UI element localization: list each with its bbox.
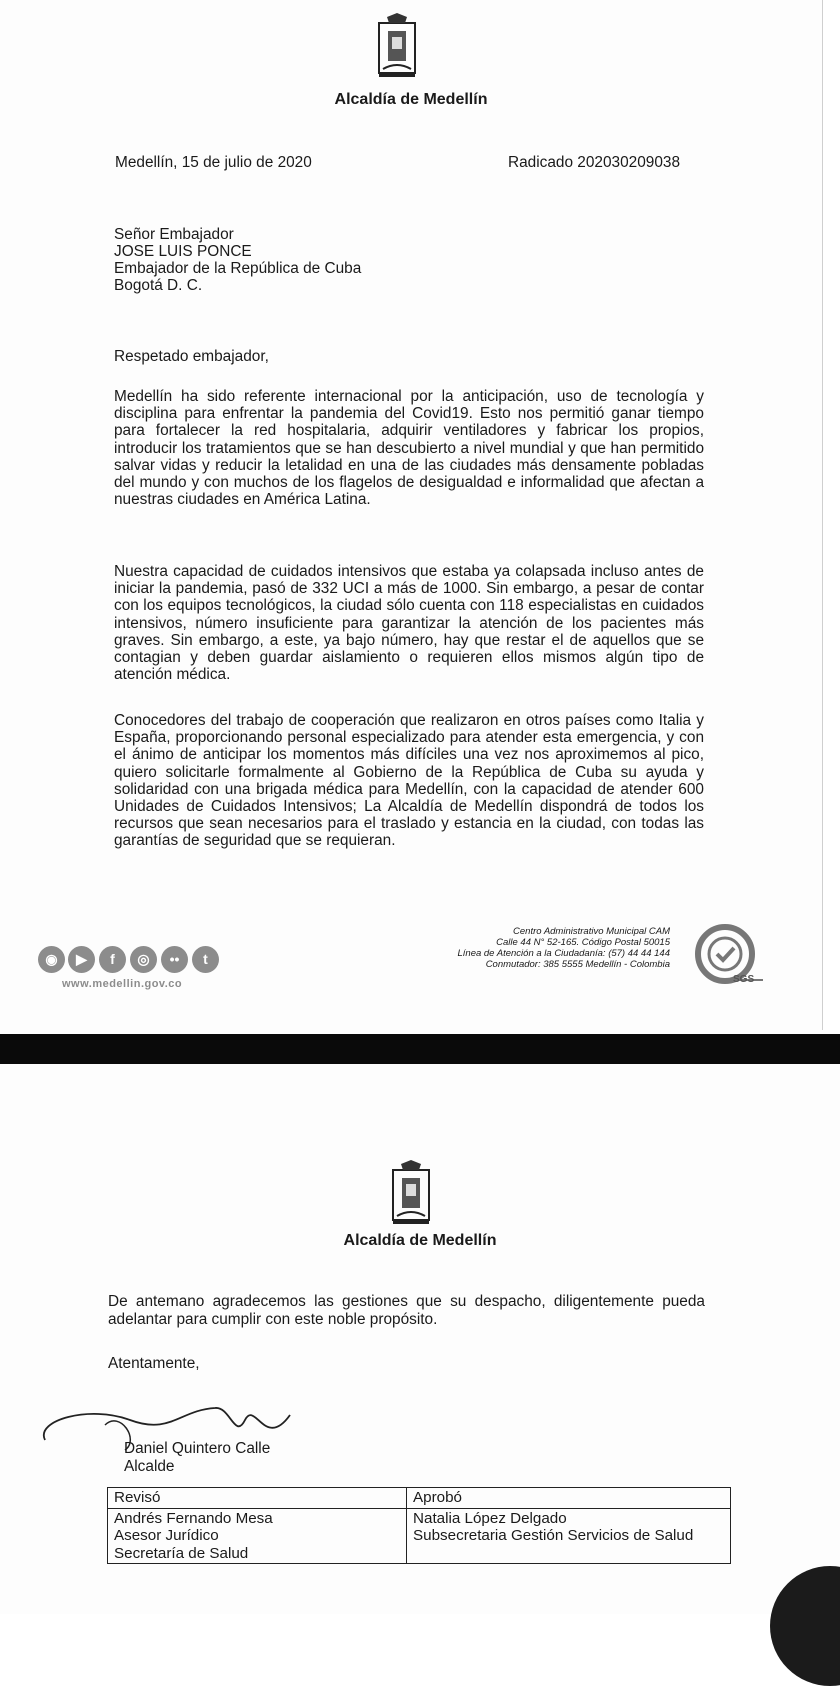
youtube-icon[interactable]: ▶ — [68, 946, 95, 973]
table-header: Aprobó — [407, 1488, 731, 1509]
brand-title: Alcaldía de Medellín — [343, 1232, 497, 1249]
website-link[interactable]: www.medellin.gov.co — [62, 978, 183, 990]
city-crest-icon — [389, 1160, 433, 1226]
recipient-line: Señor Embajador — [114, 226, 234, 243]
signer-name: Daniel Quintero Calle — [124, 1440, 271, 1457]
address-line: Línea de Atención a la Ciudadanía: (57) 44 44 144 — [457, 948, 670, 959]
rss-icon[interactable]: ◉ — [38, 946, 65, 973]
table-cell — [108, 1508, 407, 1564]
paragraph-1: Medellín ha sido referente internacional por la anticipación, uso de tecnología y disciplina para enfrentar la pandemia del Covid19. Esto nos permitió ganar tiempo para fortalecer la red hospitalaria, adquirir ventiladores y fabricar los propios, introducir los tratamientos que se han descubierto a nivel mundial y que han permitido salvar vidas y reducir la letalidad en una de las ciudades más densamente pobladas del mundo y con muchos de los flagelos de desigualdad e informalidad que afectan a nuestras ciudades en América Latina. — [114, 388, 704, 509]
paragraph-3: Conocedores del trabajo de cooperación que realizaron en otros países como Italia y España, proporcionando personal especializado para atender esta emergencia, y con el ánimo de anticipar los momentos más difíciles una vez nos aproximemos al pico, quiero solicitarle formalmente al Gobierno de la República de Cuba su ayuda y solidaridad con una brigada médica para Medellín, con la capacidad de atender 600 Unidades de Cuidados Intensivos; La Alcaldía de Medellín dispondrá de todos los recursos que sean necesarios para el traslado y estancia en la ciudad, con todas las garantías de seguridad que se requieran. — [114, 712, 704, 850]
reviewer-name: Andrés Fernando Mesa — [114, 1509, 273, 1527]
city-crest-icon — [375, 13, 419, 79]
reviewer-role: Asesor Jurídico — [114, 1527, 219, 1544]
table-row — [108, 1508, 731, 1564]
table-cell — [407, 1508, 731, 1564]
certification-label: SGS — [733, 974, 755, 985]
approver-role: Subsecretaria Gestión Servicios de Salud — [413, 1527, 694, 1544]
page-separator — [0, 1034, 840, 1064]
tumblr-icon[interactable]: t — [192, 946, 219, 973]
brand-title: Alcaldía de Medellín — [334, 91, 488, 108]
approver-name: Natalia López Delgado — [413, 1509, 567, 1527]
recipient-line: Bogotá D. C. — [114, 277, 203, 294]
letter-date: Medellín, 15 de julio de 2020 — [115, 154, 312, 171]
signer-title: Alcalde — [124, 1458, 175, 1475]
closing-paragraph: De antemano agradecemos las gestiones que su despacho, diligentemente pueda adelantar para cumplir con este noble propósito. — [108, 1293, 705, 1328]
address-line: Conmutador: 385 5555 Medellín - Colombia — [485, 959, 670, 970]
review-table — [107, 1487, 731, 1564]
table-row — [108, 1488, 731, 1509]
footer-address — [420, 926, 670, 970]
table-header: Revisó — [108, 1488, 407, 1509]
recipient-line: JOSE LUIS PONCE — [114, 243, 252, 260]
flickr-icon[interactable]: •• — [161, 946, 188, 973]
farewell: Atentamente, — [108, 1355, 200, 1372]
address-line: Centro Administrativo Municipal CAM — [513, 926, 670, 937]
paragraph-2: Nuestra capacidad de cuidados intensivos que estaba ya colapsada incluso antes de iniciar la pandemia, pasó de 332 UCI a más de 1000. Sin embargo, a pesar de contar con los equipos tecnológicos, la ciudad sólo cuenta con 118 especialistas en cuidados intensivos, número insuficiente para garantizar la atención de los pacientes más graves. Sin embargo, a este, ya bajo número, hay que restar el de aquellos que se contagian y deben guardar aislamiento o requieren ellos mismos algún tipo de atención médica. — [114, 563, 704, 684]
reviewer-office: Secretaría de Salud — [114, 1544, 249, 1562]
address-line: Calle 44 N° 52-165. Código Postal 50015 — [496, 937, 670, 948]
recipient-line: Embajador de la República de Cuba — [114, 260, 362, 277]
instagram-icon[interactable]: ◎ — [130, 946, 157, 973]
salutation: Respetado embajador, — [114, 348, 269, 365]
facebook-icon[interactable]: f — [99, 946, 126, 973]
radicado-number: Radicado 202030209038 — [508, 154, 681, 171]
